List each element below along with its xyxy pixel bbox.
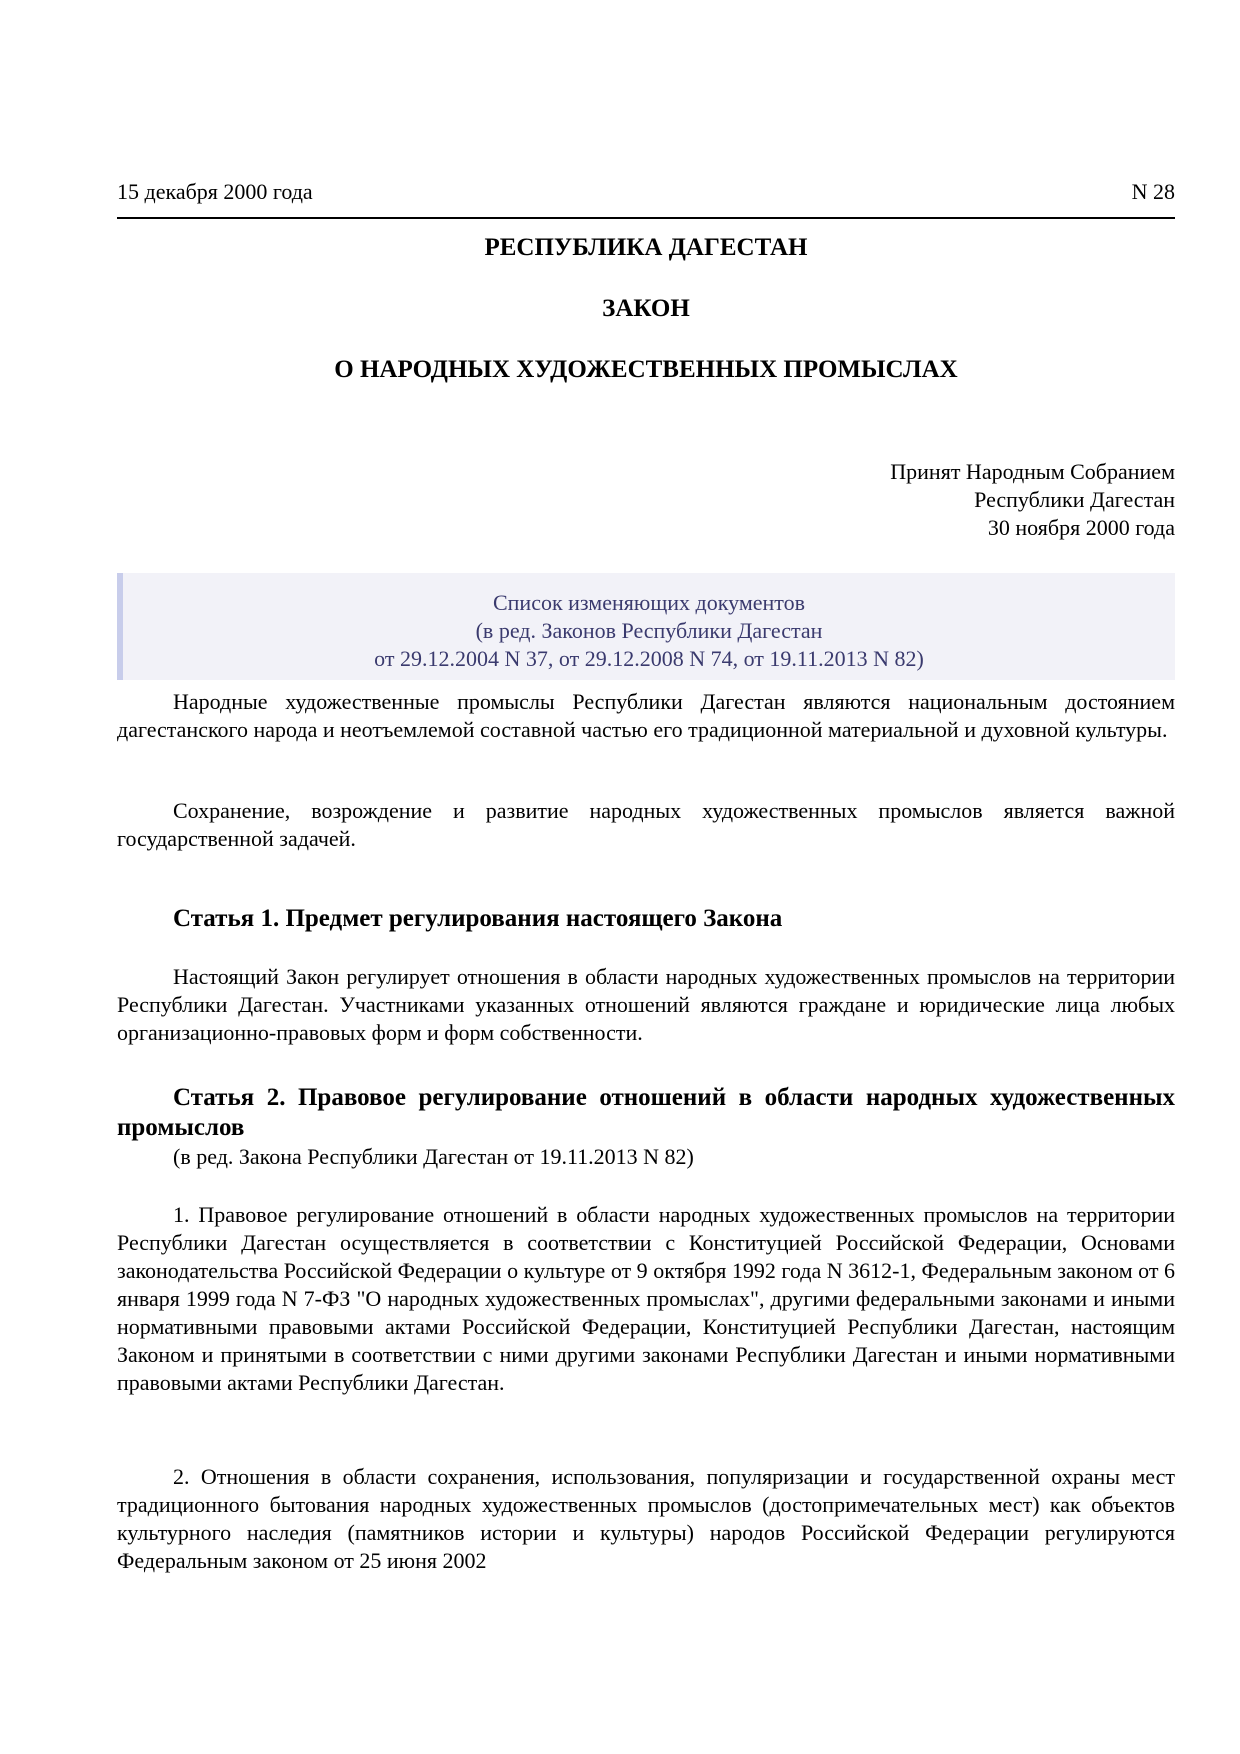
- header-number: N 28: [1131, 179, 1175, 204]
- amendments-list-box: [117, 573, 1175, 680]
- article-1-paragraph-1: Настоящий Закон регулирует отношения в области народных художественных промыслов на территории Республики Дагестан. Участниками указанных отношений являются граждане и юридические лица любых организационно-правовых форм и форм собственности.: [117, 964, 1175, 1045]
- amendments-line-2: (в ред. Законов Республики Дагестан: [475, 618, 823, 643]
- adoption-line-2: Республики Дагестан: [974, 487, 1175, 512]
- article-2-paragraph-2: 2. Отношения в области сохранения, использования, популяризации и государственной охраны мест традиционного бытования народных художественных промыслов (достопримечательных мест) как объектов культурного наследия (памятников истории и культуры) народов Российской Федерации регулируются Федеральным законом от 25 июня 2002: [117, 1464, 1175, 1573]
- document-name-title: О НАРОДНЫХ ХУДОЖЕСТВЕННЫХ ПРОМЫСЛАХ: [334, 356, 958, 383]
- amendments-line-3: от 29.12.2004 N 37, от 29.12.2008 N 74, от 19.11.2013 N 82): [374, 646, 924, 671]
- article-2-paragraph-1: 1. Правовое регулирование отношений в области народных художественных промыслов на территории Республики Дагестан осуществляется в соответствии с Конституцией Российской Федерации, Основами законодательства Российской Федерации о культуре от 9 октября 1992 года N 3612-1, Федеральным законом от 6 января 1999 года N 7-ФЗ "О народных художественных промыслах", другими федеральными законами и иными нормативными правовыми актами Российской Федерации, Конституцией Республики Дагестан, настоящим Законом и принятыми в соответствии с ними другими законами Республики Дагестан и иными нормативными правовыми актами Республики Дагестан.: [117, 1202, 1175, 1395]
- article-1-title: Статья 1. Предмет регулирования настоящего Закона: [173, 905, 783, 932]
- amendments-heading: Список изменяющих документов: [492, 590, 805, 615]
- adoption-block: [890, 458, 1175, 542]
- document-type-title: ЗАКОН: [602, 295, 690, 322]
- article-2-redaction-note: (в ред. Закона Республики Дагестан от 19.11.2013 N 82): [173, 1144, 694, 1169]
- preamble-paragraph-2: Сохранение, возрождение и развитие народных художественных промыслов является важной государственной задачей.: [117, 798, 1175, 851]
- article-2-title: Статья 2. Правовое регулирование отношений в области народных художественных промыслов: [117, 1084, 1175, 1141]
- adoption-line-1: Принят Народным Собранием: [890, 459, 1175, 484]
- header-divider: [117, 217, 1175, 219]
- document-header: [117, 178, 1175, 206]
- republic-title: РЕСПУБЛИКА ДАГЕСТАН: [484, 234, 808, 261]
- adoption-line-3: 30 ноября 2000 года: [987, 515, 1175, 540]
- preamble-paragraph-1: Народные художественные промыслы Республики Дагестан являются национальным достоянием дагестанского народа и неотъемлемой составной частью его традиционной материальной и духовной культуры.: [117, 689, 1175, 742]
- header-date: 15 декабря 2000 года: [117, 179, 313, 204]
